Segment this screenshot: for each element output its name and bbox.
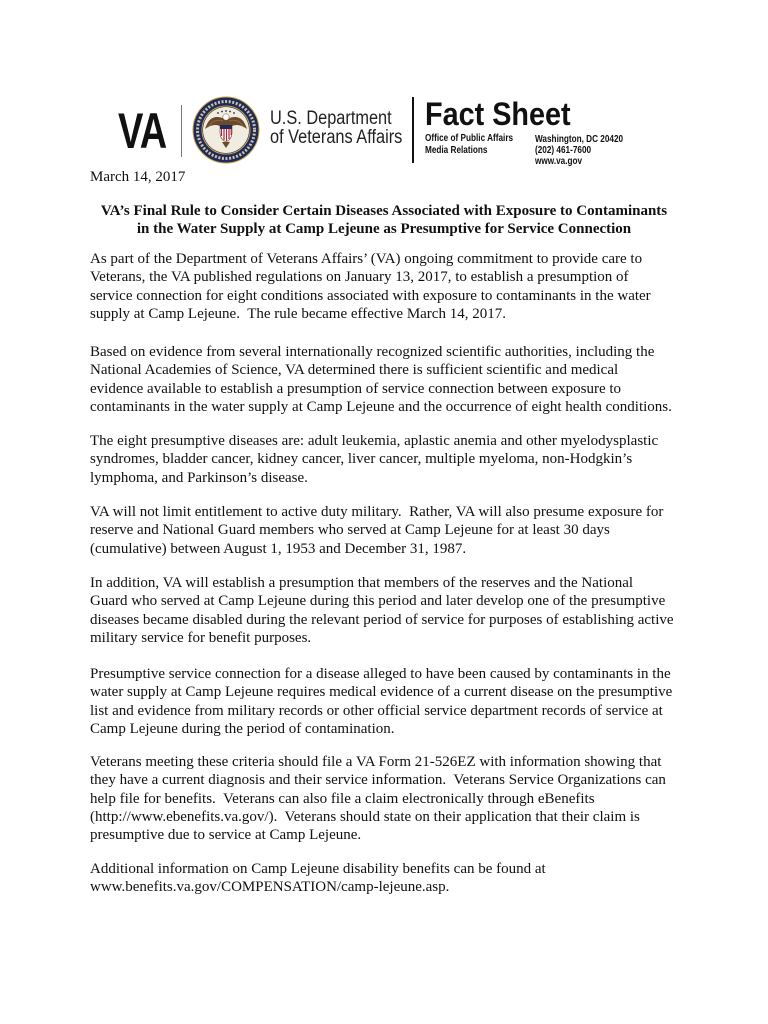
text-line: service connection for eight conditions associated with exposure to contaminants in the water	[90, 287, 651, 304]
paragraph-evidence	[90, 343, 672, 416]
address-website: www.va.gov	[535, 156, 583, 167]
release-date: March 14, 2017	[90, 169, 186, 185]
text-line: Veterans meeting these criteria should file a VA Form 21-526EZ with information showing that	[90, 754, 662, 770]
title-line: in the Water Supply at Camp Lejeune as Presumptive for Service Connection	[136, 221, 632, 238]
paragraph-diseases	[90, 432, 658, 487]
text-line: www.benefits.va.gov/COMPENSATION/camp-lejeune.asp.	[90, 879, 450, 896]
text-line: syndromes, bladder cancer, kidney cancer, liver cancer, multiple myeloma, non-Hodgkin’s	[90, 451, 633, 468]
address-phone: (202) 461-7600	[535, 145, 592, 156]
text-line: Veterans, the VA published regulations on January 13, 2017, to establish a presumption of	[90, 269, 629, 286]
paragraph-more-info	[90, 860, 546, 897]
text-line: The eight presumptive diseases are: adult leukemia, aplastic anemia and other myelodysplastic	[90, 433, 659, 449]
text-line: reserve and National Guard members who served at Camp Lejeune for at least 30 days	[90, 522, 610, 539]
paragraph-how-to-file	[90, 753, 666, 844]
paragraph-requirements	[90, 665, 672, 738]
paragraph-eligibility	[90, 503, 663, 558]
text-line: As part of the Department of Veterans Affairs’ (VA) ongoing commitment to provide care to	[90, 251, 643, 267]
text-line: Additional information on Camp Lejeune disability benefits can be found at	[90, 861, 546, 877]
text-line: military service for benefit purposes.	[90, 629, 312, 646]
address-city: Washington, DC 20420	[535, 134, 624, 145]
text-line: National Academies of Science, VA determined there is sufficient scientific and medical	[90, 362, 619, 379]
text-line: Presumptive service connection for a disease alleged to have been caused by contaminants in the	[90, 666, 671, 682]
text-line: (cumulative) between August 1, 1953 and December 31, 1987.	[90, 540, 467, 557]
text-line: Guard who served at Camp Lejeune during this period and later develop one of the presumptive	[90, 593, 666, 610]
text-line: they have a current diagnosis and their service information. Veterans Service Organizations can	[90, 772, 666, 789]
va-seal-icon	[192, 96, 260, 164]
va-logo-text: VA	[118, 103, 167, 159]
text-line: (http://www.ebenefits.va.gov/). Veterans should state on their application that their claim is	[90, 808, 640, 825]
text-line: lymphoma, and Parkinson’s disease.	[90, 469, 308, 486]
text-line: help file for benefits. Veterans can also file a claim electronically through eBenefits	[90, 790, 595, 807]
text-line: evidence available to establish a presumption of service connection between exposure to	[90, 380, 622, 397]
text-line: contaminants in the water supply at Camp Lejeune and the occurrence of eight health conditions.	[90, 398, 672, 415]
fact-sheet-heading: Fact Sheet	[425, 96, 571, 132]
text-line: presumptive due to service at Camp Lejeune.	[90, 827, 362, 844]
text-line: In addition, VA will establish a presumption that members of the reserves and the National	[90, 575, 634, 591]
text-line: Based on evidence from several internationally recognized scientific authorities, including the	[90, 344, 655, 360]
header-divider	[412, 97, 414, 163]
text-line: VA will not limit entitlement to active duty military. Rather, VA will also presume exposure for	[90, 504, 664, 520]
department-name-line-1: U.S. Department	[270, 108, 392, 129]
office-name: Office of Public Affairs	[425, 133, 514, 144]
text-line: supply at Camp Lejeune. The rule became effective March 14, 2017.	[90, 305, 506, 322]
department-name-line-2: of Veterans Affairs	[270, 127, 403, 148]
logo-divider	[181, 105, 182, 157]
office-subunit: Media Relations	[425, 145, 488, 156]
paragraph-reserves	[90, 574, 674, 647]
paragraph-intro	[90, 250, 651, 323]
text-line: list and evidence from military records or other official service department records of service at	[90, 702, 663, 719]
text-line: water supply at Camp Lejeune requires medical evidence of a current disease on the presumptive	[90, 684, 673, 701]
document-title	[0, 202, 768, 239]
text-line: diseases became disabled during the relevant period of service for purposes of establishing active	[90, 611, 674, 628]
text-line: Camp Lejeune during the period of contamination.	[90, 720, 395, 737]
title-line: VA’s Final Rule to Consider Certain Diseases Associated with Exposure to Contaminants	[100, 203, 668, 219]
